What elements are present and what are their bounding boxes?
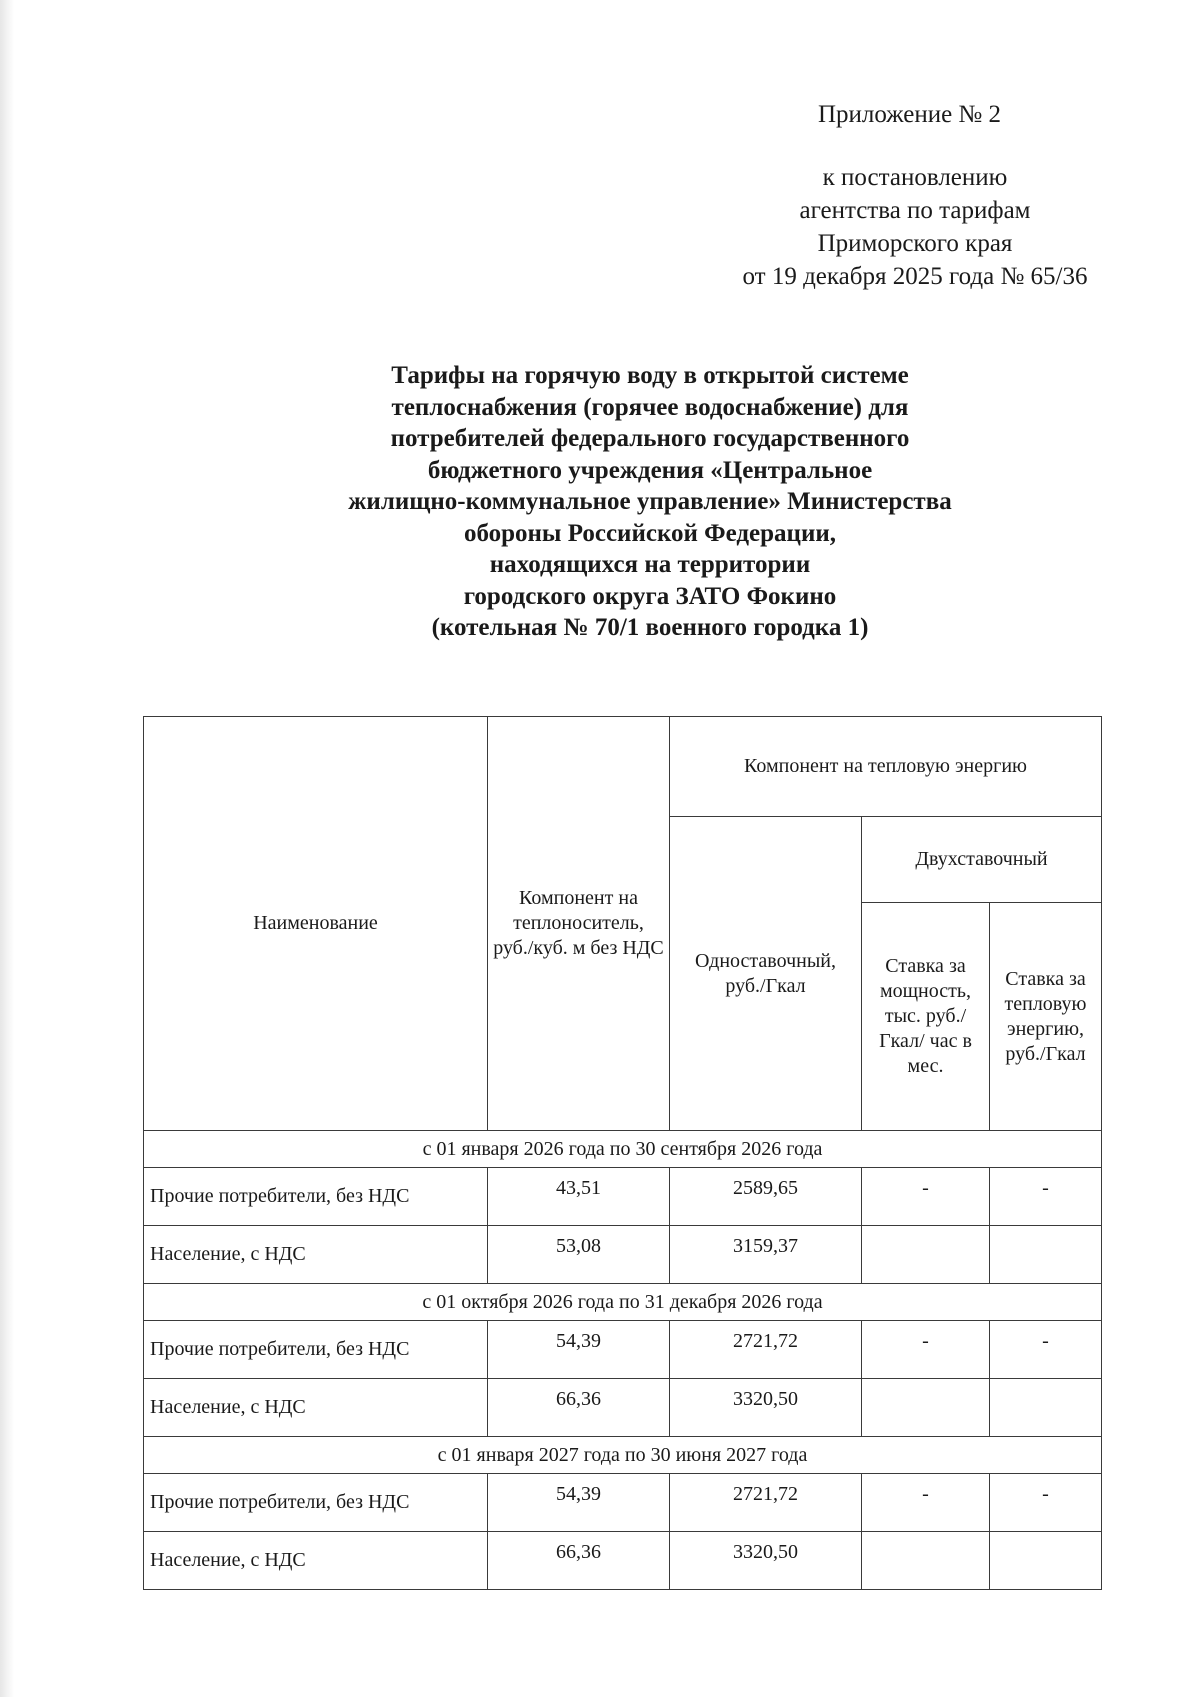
row-name: Население, с НДС — [144, 1379, 488, 1437]
appendix-number: Приложение № 2 — [818, 101, 1002, 128]
row-single: 3320,50 — [670, 1532, 862, 1590]
header-capacity-rate: Ставка за мощность, тыс. руб./Гкал/ час в мес. — [862, 903, 990, 1131]
row-energy: - — [990, 1474, 1102, 1532]
row-capacity: - — [862, 1168, 990, 1226]
appendix-line: к постановлению — [822, 164, 1008, 191]
period-row: с 01 октября 2026 года по 31 декабря 2026 года — [144, 1284, 1102, 1321]
row-carrier: 54,39 — [488, 1321, 670, 1379]
title-line: потребителей федерального государственного — [390, 425, 910, 452]
row-energy — [990, 1532, 1102, 1590]
title-line: находящихся на территории — [489, 551, 811, 578]
table-row — [144, 1321, 1102, 1379]
row-single: 2589,65 — [670, 1168, 862, 1226]
row-single: 3320,50 — [670, 1379, 862, 1437]
appendix-gap — [700, 131, 1130, 161]
row-name: Прочие потребители, без НДС — [144, 1168, 488, 1226]
title-line: Тарифы на горячую воду в открытой системе — [391, 362, 909, 389]
row-name: Прочие потребители, без НДС — [144, 1321, 488, 1379]
title-line: городского округа ЗАТО Фокино — [463, 582, 837, 610]
row-single: 2721,72 — [670, 1474, 862, 1532]
table-row — [144, 1532, 1102, 1590]
row-carrier: 66,36 — [488, 1379, 670, 1437]
table-row — [144, 1226, 1102, 1284]
table-row — [144, 1379, 1102, 1437]
header-energy-rate: Ставка за тепловую энергию, руб./Гкал — [990, 903, 1102, 1131]
title-line: жилищно-коммунальное управление» Министерства — [348, 488, 952, 515]
row-carrier: 53,08 — [488, 1226, 670, 1284]
row-name: Население, с НДС — [144, 1532, 488, 1590]
row-single: 3159,37 — [670, 1226, 862, 1284]
row-capacity: - — [862, 1474, 990, 1532]
row-capacity — [862, 1379, 990, 1437]
row-energy: - — [990, 1321, 1102, 1379]
row-energy — [990, 1226, 1102, 1284]
row-name: Прочие потребители, без НДС — [144, 1474, 488, 1532]
appendix-line: Приморского края — [817, 230, 1013, 257]
row-capacity — [862, 1226, 990, 1284]
document-title — [210, 360, 1090, 644]
appendix-line: агентства по тарифам — [799, 197, 1031, 224]
appendix-block — [700, 98, 1130, 293]
row-name: Население, с НДС — [144, 1226, 488, 1284]
table-row — [144, 1474, 1102, 1532]
tariff-table — [143, 716, 1102, 1590]
row-single: 2721,72 — [670, 1321, 862, 1379]
row-energy — [990, 1379, 1102, 1437]
appendix-line: от 19 декабря 2025 года № 65/36 — [742, 263, 1088, 290]
header-single-rate: Одноставочный, руб./Гкал — [670, 817, 862, 1131]
header-energy-component: Компонент на тепловую энергию — [670, 717, 1102, 817]
period-row: с 01 января 2027 года по 30 июня 2027 года — [144, 1437, 1102, 1474]
row-carrier: 43,51 — [488, 1168, 670, 1226]
row-carrier: 66,36 — [488, 1532, 670, 1590]
title-line: бюджетного учреждения «Центральное — [427, 456, 873, 484]
row-energy: - — [990, 1168, 1102, 1226]
title-line: (котельная № 70/1 военного городка 1) — [431, 614, 869, 641]
row-capacity — [862, 1532, 990, 1590]
row-carrier: 54,39 — [488, 1474, 670, 1532]
title-line: обороны Российской Федерации, — [463, 519, 837, 547]
header-name: Наименование — [144, 717, 488, 1131]
row-capacity: - — [862, 1321, 990, 1379]
header-two-rate: Двухставочный — [862, 817, 1102, 903]
table-row — [144, 1168, 1102, 1226]
page-edge — [0, 0, 14, 1697]
header-carrier-component: Компонент на теплоноситель, руб./куб. м без НДС — [488, 717, 670, 1131]
period-row: с 01 января 2026 года по 30 сентября 2026 года — [144, 1131, 1102, 1168]
title-line: теплоснабжения (горячее водоснабжение) для — [391, 393, 909, 421]
